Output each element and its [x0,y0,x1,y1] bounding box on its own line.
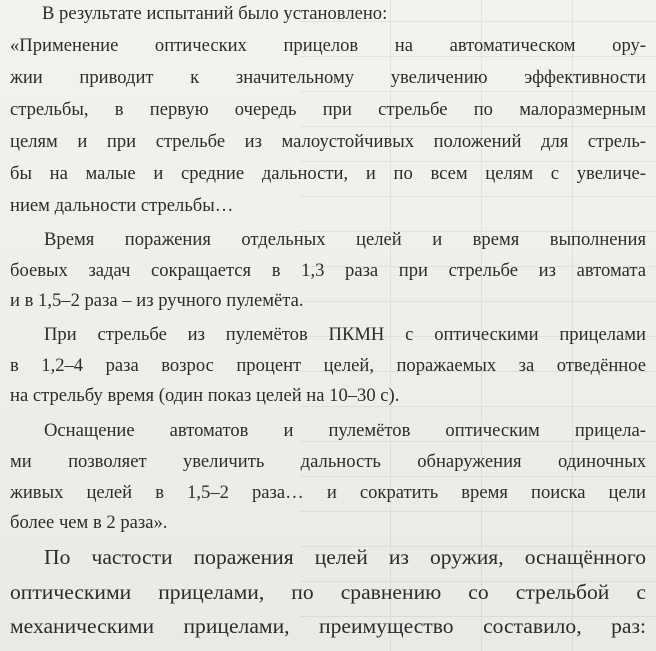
text-line: При стрельбе из пулемётов ПКМН с оптическими прицелами [44,324,646,345]
text-line: более чем в 2 раза». [10,512,168,533]
text-line: оптическими прицелами, по сравнению со стрельбой с [10,580,646,604]
text-line: на стрельбу время (один показ целей на 10–30 с). [10,385,400,406]
text-line: нием дальности стрельбы… [10,195,234,216]
text-line: По частости поражения целей из оружия, оснащённого [44,545,646,569]
text-line: ми позволяет увеличить дальность обнаружения одиночных [10,451,646,472]
text-line: в 1,2–4 раза возрос процент целей, поражаемых за отведённое [10,355,646,376]
text-line: бы на малые и средние дальности, и по всем целям с увеличе- [10,163,646,184]
text-line: Время поражения отдельных целей и время выполнения [44,229,646,250]
text-line: и в 1,5–2 раза – из ручного пулемёта. [10,290,304,311]
text-line: целям и при стрельбе из малоустойчивых положений для стрель- [10,131,646,152]
text-line: В результате испытаний было установлено: [42,3,388,24]
text-line: Оснащение автоматов и пулемётов оптическим прицела- [44,420,646,441]
text-line: стрельбы, в первую очередь при стрельбе по малоразмерным [10,99,646,120]
text-line: живых целей в 1,5–2 раза… и сократить время поиска цели [10,482,646,503]
text-line: «Применение оптических прицелов на автоматическом ору- [10,35,646,56]
text-line: механическими прицелами, преимущество составило, раз: [10,614,646,638]
text-line: боевых задач сокращается в 1,3 раза при стрельбе из автомата [10,260,646,281]
text-line: жии приводит к значительному увеличению эффективности [10,67,646,88]
